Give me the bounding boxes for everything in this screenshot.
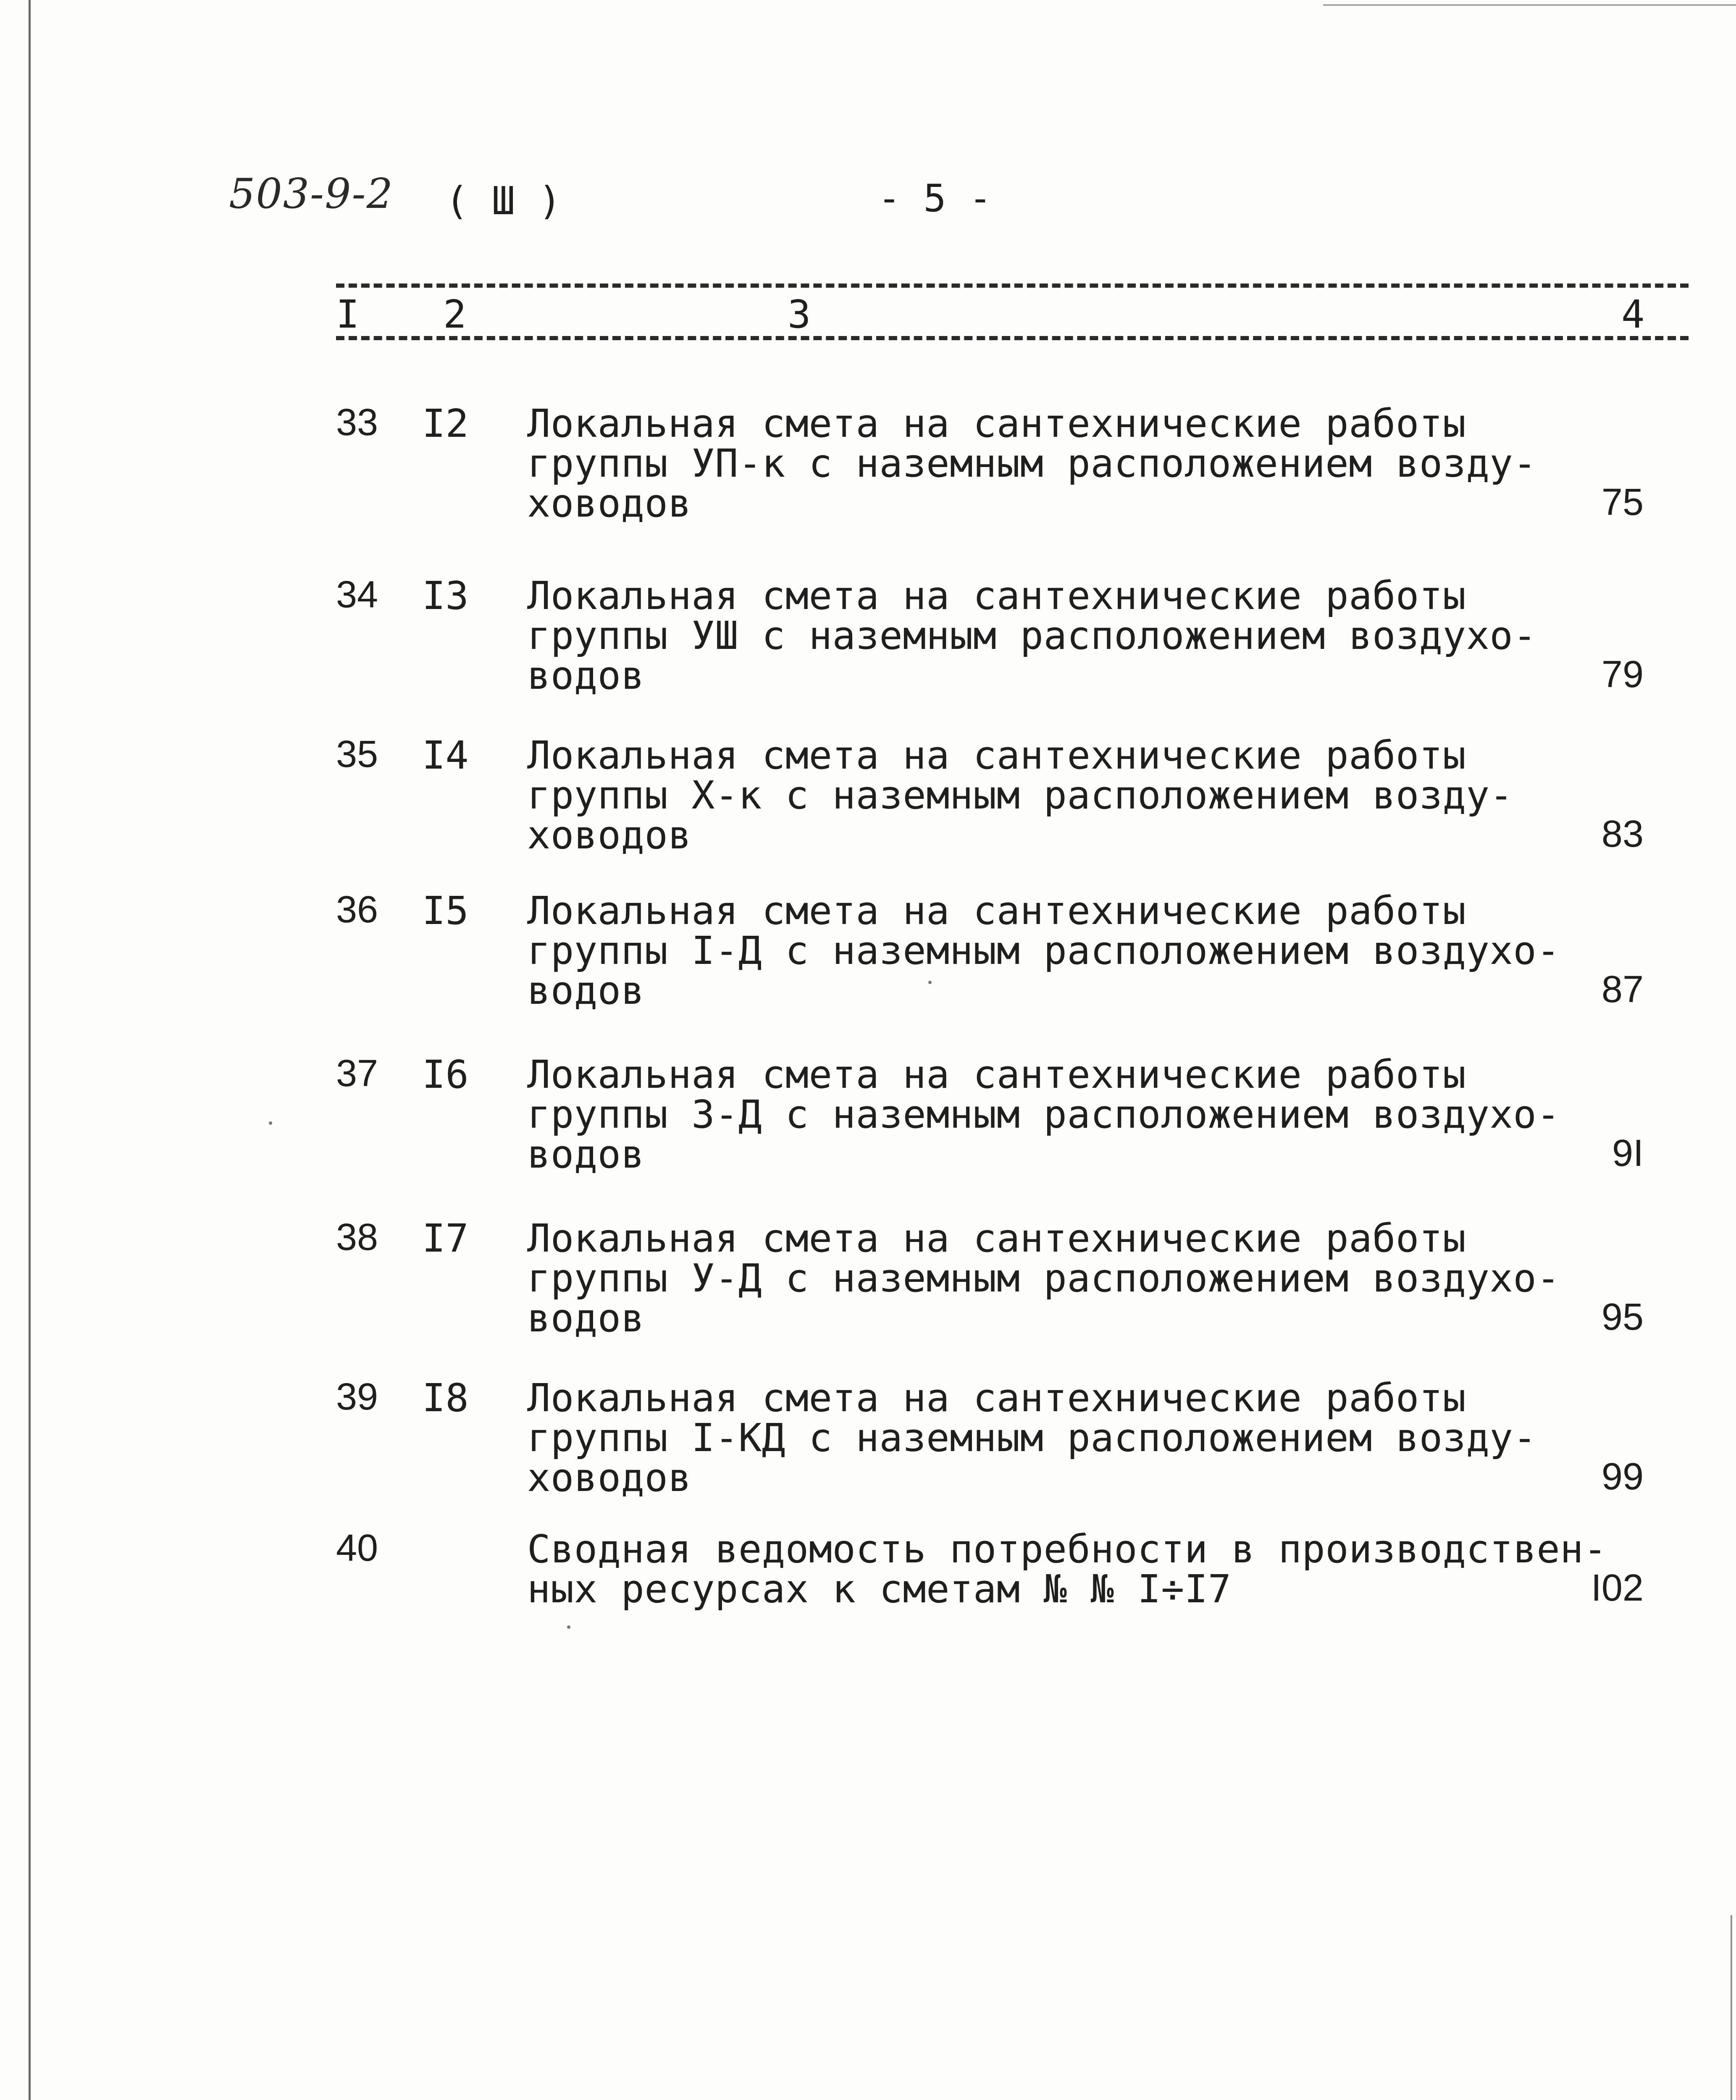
entry-number: 37 (336, 1053, 378, 1095)
entry-number: 36 (336, 889, 378, 931)
entry-title-line: группы УП-к с наземным расположением возду- (527, 441, 1537, 486)
entry-title-line: водов (527, 1132, 645, 1177)
column-header-4: 4 (1621, 292, 1645, 337)
entry-number: 33 (336, 402, 378, 444)
document-code: 503-9-2 (229, 170, 394, 218)
entry-title-line: Локальная смета на сантехнические работы (527, 733, 1466, 778)
entry-title-line: Локальная смета на сантехнические работы (527, 1052, 1466, 1097)
column-header-2: 2 (443, 292, 467, 337)
entry-title-line: группы У-Д с наземным расположением воздухо- (527, 1256, 1560, 1301)
entry-number: 39 (336, 1376, 378, 1418)
entry-title-line: группы Х-к с наземным расположением возду- (527, 773, 1513, 818)
entry-title-line: Локальная смета на сантехнические работы (527, 888, 1466, 933)
entry-number: 38 (336, 1216, 378, 1258)
table-header-rule-top (336, 284, 1689, 288)
entry-title-line: водов (527, 968, 645, 1013)
entry-page: 79 (1601, 654, 1644, 696)
entry-title-line: Локальная смета на сантехнические работы (527, 573, 1466, 618)
table-row (0, 1527, 1736, 1665)
entry-page: 87 (1601, 969, 1644, 1011)
entry-title-line: ховодов (527, 813, 692, 858)
entry-page: 9I (1612, 1132, 1644, 1174)
entry-title-line: водов (527, 653, 645, 698)
entry-title-line: ховодов (527, 1455, 692, 1500)
entry-title-line: группы З-Д с наземным расположением воздухо- (527, 1092, 1560, 1137)
scan-edge-left (29, 0, 31, 2100)
column-header-1: I (336, 292, 360, 337)
entry-page: 75 (1601, 481, 1644, 523)
table-row (0, 573, 1736, 712)
entry-subnumber: I5 (422, 888, 469, 933)
entry-subnumber: I4 (422, 733, 469, 778)
entry-subnumber: I8 (422, 1376, 469, 1420)
entry-number: 35 (336, 733, 378, 775)
table-row (0, 888, 1736, 1027)
entry-number: 34 (336, 574, 378, 616)
entry-subnumber: I6 (422, 1052, 469, 1097)
entry-page: 95 (1601, 1296, 1644, 1338)
entry-subnumber: I3 (422, 573, 469, 618)
entry-page: 99 (1601, 1456, 1644, 1498)
entry-title-line: Локальная смета на сантехнические работы (527, 1216, 1466, 1261)
entry-title-line: Локальная смета на сантехнические работы (527, 401, 1466, 446)
table-row (0, 733, 1736, 872)
table-header-rule-bottom (336, 336, 1689, 340)
column-header-3: 3 (788, 292, 811, 337)
table-row (0, 1376, 1736, 1514)
table-row (0, 401, 1736, 540)
entry-title-line: водов (527, 1296, 645, 1341)
entry-title-line: ховодов (527, 481, 692, 526)
entry-subnumber: I2 (422, 401, 469, 446)
document-section: ( Ш ) (445, 178, 562, 223)
entry-title-line: группы УШ с наземным расположением воздухо- (527, 613, 1537, 658)
table-row (0, 1052, 1736, 1191)
entry-page: I02 (1591, 1567, 1644, 1609)
table-row (0, 1216, 1736, 1354)
entry-number: 40 (336, 1527, 378, 1569)
entry-title-line: Локальная смета на сантехнические работы (527, 1376, 1466, 1420)
entry-title-line: Сводная ведомость потребности в производствен- (527, 1527, 1607, 1572)
scan-edge-right (1731, 1915, 1732, 2100)
entry-title-line: группы I-КД с наземным расположением возду- (527, 1415, 1537, 1460)
entry-title-line: ных ресурсах к сметам № № I÷I7 (527, 1567, 1232, 1612)
scan-edge-top (1323, 4, 1736, 6)
entry-subnumber: I7 (422, 1216, 469, 1261)
entry-title-line: группы I-Д с наземным расположением воздухо- (527, 928, 1560, 973)
entry-page: 83 (1601, 813, 1644, 855)
page-number: - 5 - (878, 176, 992, 220)
